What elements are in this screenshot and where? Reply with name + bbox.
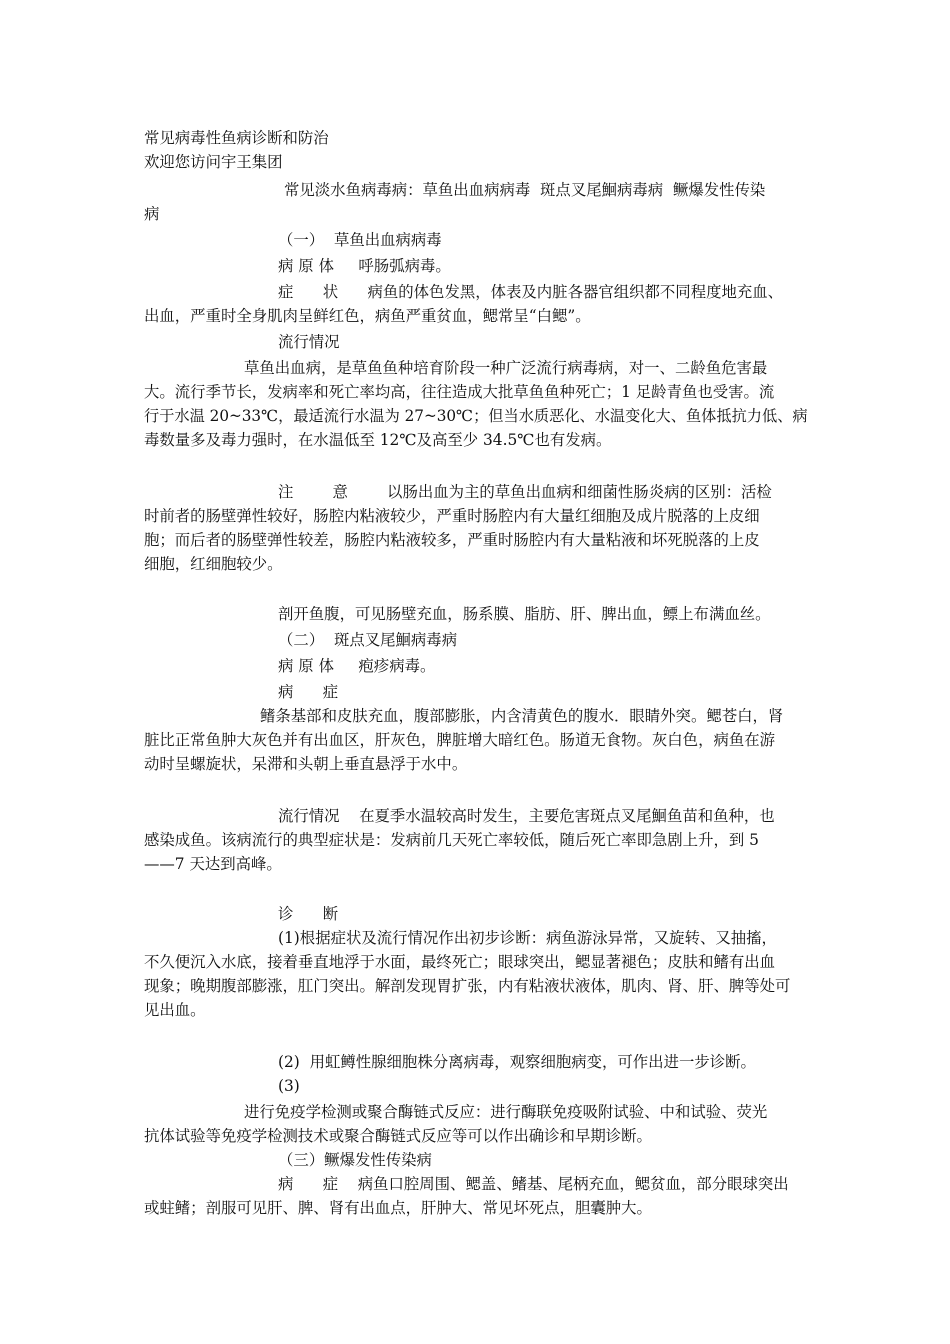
section-2-symptom-line-3: 动时呈螺旋状，呆滞和头朝上垂直悬浮于水中。 [144, 755, 468, 773]
section-2-diagnosis-1-line-1: (1)根据症状及流行情况作出初步诊断：病鱼游泳异常，又旋转、又抽搐， [278, 929, 777, 947]
section-1-epidemic-line-4: 毒数量多及毒力强时，在水温低至 12℃及高至少 34.5℃也有发病。 [144, 431, 612, 449]
section-3-symptom-line-2: 或蛀鳍；剖服可见肝、脾、肾有出血点，肝肿大、常见坏死点，胆囊肿大。 [144, 1199, 652, 1217]
section-2-epidemic-line-3: ——7 天达到高峰。 [144, 855, 282, 873]
welcome-line: 欢迎您访问宇王集团 [144, 153, 283, 171]
intro-line-2: 病 [144, 205, 160, 223]
section-2-diagnosis-3-line-1: 进行免疫学检测或聚合酶链式反应：进行酶联免疫吸附试验、中和试验、荧光 [244, 1103, 768, 1121]
section-3-heading: （三）鳜爆发性传染病 [278, 1151, 432, 1169]
section-2-diagnosis-2: (2) 用虹鳟性腺细胞株分离病毒，观察细胞病变，可作出进一步诊断。 [278, 1053, 756, 1071]
section-1-symptom-line-1: 症 状 病鱼的体色发黑，体表及内脏各器官组织都不同程度地充血、 [278, 283, 784, 301]
section-1-epidemic-line-1: 草鱼出血病，是草鱼鱼种培育阶段一种广泛流行病毒病，对一、二龄鱼危害最 [244, 359, 768, 377]
section-2-symptom-line-2: 脏比正常鱼肿大灰色并有出血区，肝灰色，脾脏增大暗红色。肠道无食物。灰白色，病鱼在游 [144, 731, 776, 749]
section-2-heading: （二） 斑点叉尾鮰病毒病 [278, 631, 458, 649]
section-1-note-line-1: 注 意 以肠出血为主的草鱼出血病和细菌性肠炎病的区别：活检 [278, 483, 772, 501]
section-2-pathogen: 病 原 体 疱疹病毒。 [278, 657, 436, 675]
document-title: 常见病毒性鱼病诊断和防治 [144, 129, 329, 147]
section-2-symptom-label: 病 症 [278, 683, 339, 701]
section-1-pathogen: 病 原 体 呼肠弧病毒。 [278, 257, 451, 275]
section-1-epidemic-label: 流行情况 [278, 333, 340, 351]
section-2-epidemic-line-2: 感染成鱼。该病流行的典型症状是：发病前几天死亡率较低，随后死亡率即急剧上升，到 5 [144, 831, 759, 849]
section-2-diagnosis-3-number: (3) [278, 1077, 300, 1095]
section-3-symptom-line-1: 病 症 病鱼口腔周围、鳃盖、鳍基、尾柄充血，鳃贫血，部分眼球突出 [278, 1175, 789, 1193]
section-2-symptom-line-1: 鳍条基部和皮肤充血，腹部膨胀，内含清黄色的腹水．眼睛外突。鳃苍白，肾 [260, 707, 784, 725]
section-2-epidemic-line-1: 流行情况 在夏季水温较高时发生，主要危害斑点叉尾鮰鱼苗和鱼种，也 [278, 807, 775, 825]
section-1-note-line-2: 时前者的肠壁弹性较好，肠腔内粘液较少，严重时肠腔内有大量红细胞及成片脱落的上皮细 [144, 507, 760, 525]
section-2-diagnosis-1-line-4: 见出血。 [144, 1001, 206, 1019]
section-1-note-line-4: 细胞，红细胞较少。 [144, 555, 283, 573]
section-1-heading: （一） 草鱼出血病病毒 [278, 231, 442, 249]
section-1-epidemic-line-2: 大。流行季节长，发病率和死亡率均高，往往造成大批草鱼鱼种死亡；1 足龄青鱼也受害。流 [144, 383, 775, 401]
section-2-diagnosis-3-line-2: 抗体试验等免疫学检测技术或聚合酶链式反应等可以作出确诊和早期诊断。 [144, 1127, 652, 1145]
section-1-epidemic-line-3: 行于水温 20~33℃，最适流行水温为 27~30℃；但当水质恶化、水温变化大、鱼体抵抗力低、病 [144, 407, 808, 425]
section-2-diagnosis-1-line-3: 现象；晚期腹部膨涨，肛门突出。解剖发现胃扩张，内有粘液状液体，肌肉、肾、肝、脾等处可 [144, 977, 791, 995]
section-2-diagnosis-1-line-2: 不久便沉入水底，接着垂直地浮于水面，最终死亡；眼球突出，鳃显著褪色；皮肤和鳍有出血 [144, 953, 776, 971]
section-1-dissection: 剖开鱼腹，可见肠壁充血，肠系膜、脂肪、肝、脾出血，鳔上布满血丝。 [278, 605, 771, 623]
section-2-diagnosis-label: 诊 断 [278, 905, 339, 923]
intro-line-1: 常见淡水鱼病毒病：草鱼出血病病毒 斑点叉尾鮰病毒病 鳜爆发性传染 [284, 181, 766, 199]
section-1-note-line-3: 胞；而后者的肠壁弹性较差，肠腔内粘液较多，严重时肠腔内有大量粘液和坏死脱落的上皮 [144, 531, 760, 549]
section-1-symptom-line-2: 出血，严重时全身肌肉呈鲜红色，病鱼严重贫血，鳃常呈“白鳃”。 [144, 307, 591, 325]
